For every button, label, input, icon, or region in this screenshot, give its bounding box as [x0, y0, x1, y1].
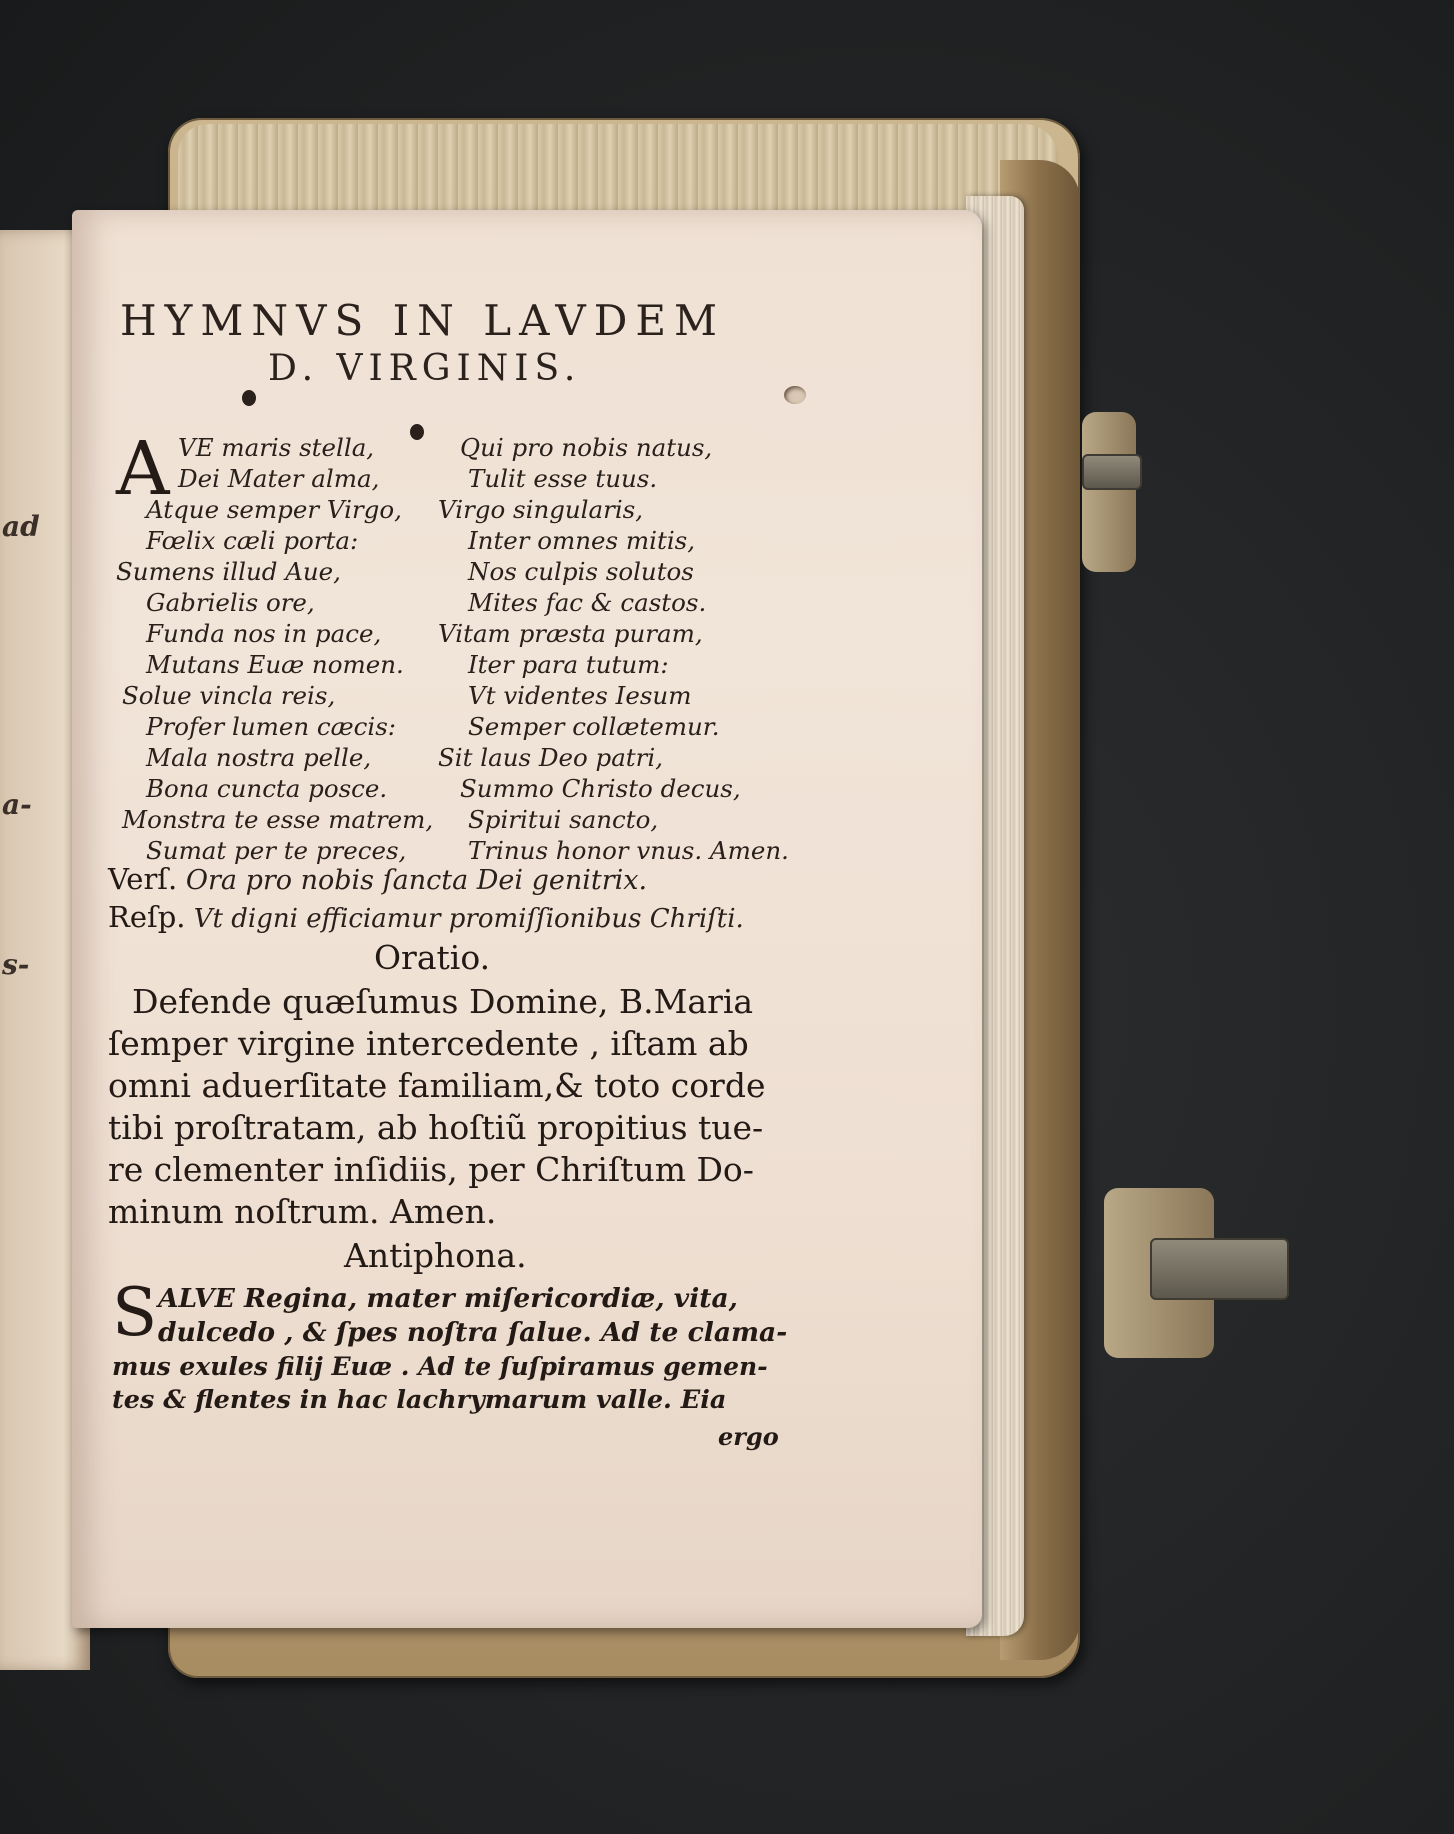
oratio-line: Defende quæſumus Domine, B.Maria: [132, 982, 754, 1021]
hymn-line: VE maris stella,: [178, 433, 375, 462]
worm-hole: [242, 390, 256, 406]
versicle-label: Verſ.: [108, 862, 178, 896]
oratio-line: minum noſtrum. Amen.: [108, 1192, 497, 1231]
hymn-line: Spiritui sancto,: [468, 805, 659, 834]
left-page-fragment: ad: [2, 510, 40, 543]
hymn-line: Funda nos in pace,: [146, 619, 382, 648]
antiphona-line: mus exules filij Euæ . Ad te ſuſpiramus gemen-: [112, 1352, 768, 1381]
hymn-line: Virgo singularis,: [438, 495, 644, 524]
hymn-title-line-2: D. VIRGINIS.: [268, 348, 582, 389]
hymn-line: Dei Mater alma,: [178, 464, 380, 493]
versicle-text: Ora pro nobis ſancta Dei genitrix.: [185, 865, 648, 896]
hymn-line: Sumens illud Aue,: [116, 557, 341, 586]
antiphona-line: ALVE Regina, mater miſericordiæ, vita,: [158, 1283, 738, 1314]
hymn-left-column: [116, 426, 434, 866]
oratio-line: ſemper virgine intercedente , iſtam ab: [108, 1024, 749, 1063]
hymn-line: Inter omnes mitis,: [468, 526, 696, 555]
hymn-line: Semper collætemur.: [468, 712, 720, 741]
lower-clasp[interactable]: [1150, 1238, 1289, 1300]
hymn-line: Mites fac & castos.: [468, 588, 707, 617]
antiphona-heading: Antiphona.: [344, 1236, 527, 1275]
hymn-right-column: [438, 432, 789, 866]
hymn-line: Vitam præsta puram,: [438, 619, 703, 648]
hymn-drop-cap: A: [116, 426, 170, 512]
left-page-fragment: s-: [2, 948, 30, 981]
hymn-line: Iter para tutum:: [468, 650, 669, 679]
hymn-line: Bona cuncta posce.: [146, 774, 388, 803]
response-label: Reſp.: [108, 900, 186, 934]
hymn-line: Trinus honor vnus. Amen.: [468, 836, 789, 865]
recto-page: [72, 210, 982, 1628]
antiphona-line: dulcedo , & ſpes noſtra ſalue. Ad te clama-: [158, 1317, 788, 1348]
upper-clasp[interactable]: [1082, 454, 1142, 490]
hymn-line: Nos culpis solutos: [468, 557, 694, 586]
catchword: ergo: [718, 1422, 779, 1451]
antiphona-drop-cap: S: [112, 1274, 158, 1351]
oratio-line: tibi proſtratam, ab hoſtiũ propitius tue-: [108, 1108, 764, 1147]
hymn-line: Qui pro nobis natus,: [460, 433, 713, 462]
hymn-line: Mutans Euæ nomen.: [146, 650, 404, 679]
hymn-line: Sit laus Deo patri,: [438, 743, 663, 772]
worm-hole: [784, 386, 806, 404]
upper-clasp-strap: [1082, 412, 1136, 572]
antiphona-line: tes & flentes in hac lachrymarum valle. Eia: [112, 1385, 727, 1415]
response-line: [108, 900, 744, 934]
hymn-line: Gabrielis ore,: [146, 588, 315, 617]
response-text: Vt digni efficiamur promiſſionibus Chriſti.: [193, 904, 744, 934]
oratio-line: omni aduerſitate familiam,& toto corde: [108, 1066, 766, 1105]
hymn-line: Atque semper Virgo,: [146, 495, 402, 524]
hymn-line: Summo Christo decus,: [460, 774, 741, 803]
hymn-line: Fœlix cæli porta:: [146, 526, 359, 555]
hymn-line: Profer lumen cæcis:: [146, 712, 397, 741]
versicle-line: [108, 862, 647, 896]
hymn-line: Solue vincla reis,: [122, 681, 336, 710]
hymn-line: Tulit esse tuus.: [468, 464, 658, 493]
hymn-title-line-1: HYMNVS IN LAVDEM: [120, 296, 726, 345]
hymn-line: Mala nostra pelle,: [146, 743, 372, 772]
oratio-line: re clementer inſidiis, per Chriſtum Do-: [108, 1150, 754, 1189]
hymn-line: Vt videntes Iesum: [468, 681, 692, 710]
hymn-line: Sumat per te preces,: [146, 836, 407, 865]
oratio-heading: Oratio.: [374, 938, 491, 977]
left-page-fragment: a-: [2, 788, 32, 821]
hymn-line: Monstra te esse matrem,: [122, 805, 434, 834]
cover-top-edge: [178, 124, 1058, 214]
